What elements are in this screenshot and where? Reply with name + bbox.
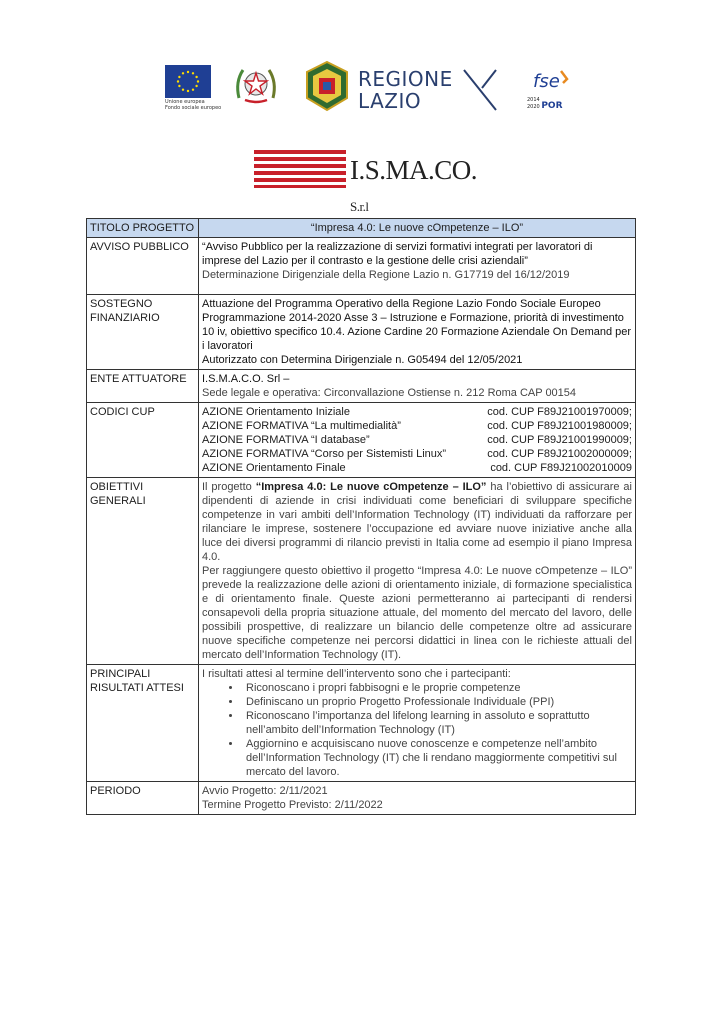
obiettivi-label: OBIETTIVI GENERALI — [87, 478, 199, 665]
cup-azione: AZIONE Orientamento Finale — [202, 462, 346, 474]
eu-flag-logo — [165, 65, 211, 98]
list-item: • Definiscano un proprio Progetto Professionale Individuale (PPI) — [242, 695, 632, 709]
obiettivi-paragraph-1 — [202, 480, 632, 564]
avviso-cell — [199, 238, 636, 295]
cup-row — [202, 419, 632, 433]
cup-row — [202, 461, 632, 475]
list-item: • Aggiornino e acquisiscano nuove conoscenze e competenze nell’ambito dell’Information Technology (IT) che li rendano maggiormente competitivi sul mercato del lavoro. — [242, 737, 632, 779]
obiettivi-p1-end: ha l’obiettivo di assicurare ai dipendenti di aziende in crisi individuati come beneficiari di sviluppare specifiche competenze in vari ambiti dell’Information Technology (IT) individuati da rafforzare per rilanciare le imprese, sostenere l’occupazione ed avviare nuove iniziative anche alla luce dei diversi programmi di rilancio previsti in Italia come ad esempio il piano Impresa 4.0. — [202, 481, 632, 563]
avviso-label: AVVISO PUBBLICO — [87, 238, 199, 295]
row-titolo — [87, 219, 636, 238]
obiettivi-paragraph-2: Per raggiungere questo obiettivo il progetto “Impresa 4.0: Le nuove cOmpetenze – ILO” prevede la realizzazione delle azioni di orientamento iniziale, di formazione specialistica e di orientamento finale. Queste azioni permetteranno ai partecipanti di rendersi consapevoli della propria situazione attuale, del momento del mercato del lavoro, delle possibili prospettive, di realizzare un bilancio delle competenze oltre ad assicurare nuove specifiche competenze nei percorsi didattici in linea con le richieste attuali del mercato dell’Information Technology (IT). — [202, 565, 632, 661]
obiettivi-cell — [199, 478, 636, 665]
cup-code: cod. CUP F89J21002000009; — [487, 448, 632, 460]
sostegno-label: SOSTEGNO FINANZIARIO — [87, 295, 199, 370]
risultati-intro: I risultati attesi al termine dell’intervento sono che i partecipanti: — [202, 668, 511, 680]
cup-code: cod. CUP F89J21002010009 — [490, 462, 632, 474]
titolo-value: “Impresa 4.0: Le nuove cOmpetenze – ILO” — [199, 219, 636, 238]
row-cup — [87, 403, 636, 478]
cup-label: CODICI CUP — [87, 403, 199, 478]
cup-azione: AZIONE Orientamento Iniziale — [202, 406, 350, 418]
cup-cell — [199, 403, 636, 478]
avviso-determinazione: Determinazione Dirigenziale della Regione Lazio n. G17719 del 16/12/2019 — [202, 269, 570, 281]
ismaco-logo — [254, 150, 484, 214]
por-label — [527, 97, 563, 110]
list-item: • Riconoscano l’importanza del lifelong learning in assoluto e soprattutto nell’ambito dell’Information Technology (IT) — [242, 709, 632, 737]
project-info-table — [86, 218, 636, 815]
lazio-label: LAZIO — [358, 89, 422, 113]
obiettivi-p1-start: Il progetto — [202, 481, 256, 493]
avviso-value: “Avviso Pubblico per la realizzazione di servizi formativi integrati per lavoratori di imprese del Lazio per il contrasto e la gestione delle crisi aziendali” — [202, 241, 593, 267]
sostegno-autorizzato: Autorizzato con Determina Dirigenziale n. G05494 del 12/05/2021 — [202, 354, 523, 366]
ismaco-name: I.S.MA.CO. — [350, 155, 478, 185]
ente-label: ENTE ATTUATORE — [87, 370, 199, 403]
titolo-label: TITOLO PROGETTO — [87, 219, 199, 238]
regione-lazio-x-icon — [462, 68, 498, 112]
row-sostegno — [87, 295, 636, 370]
por-year-start: 2014 — [527, 97, 540, 103]
row-risultati — [87, 665, 636, 782]
ente-sede: Sede legale e operativa: Circonvallazione Ostiense n. 212 Roma CAP 00154 — [202, 387, 577, 399]
cup-code: cod. CUP F89J21001990009; — [487, 434, 632, 446]
periodo-cell — [199, 782, 636, 815]
ismaco-suffix: S.r.l — [350, 199, 369, 214]
fse-logo-icon — [527, 67, 575, 97]
eu-caption-line1: Unione europea — [165, 99, 205, 105]
eu-caption — [165, 99, 225, 111]
ismaco-wordmark — [350, 154, 484, 223]
risultati-label: PRINCIPALI RISULTATI ATTESI — [87, 665, 199, 782]
ente-cell — [199, 370, 636, 403]
cup-azione: AZIONE FORMATIVA “La multimedialità” — [202, 420, 401, 432]
risultati-list — [202, 681, 632, 779]
italian-republic-emblem-icon — [233, 60, 279, 106]
logo-strip — [0, 60, 724, 120]
sostegno-cell — [199, 295, 636, 370]
periodo-label: PERIODO — [87, 782, 199, 815]
cup-row — [202, 405, 632, 419]
cup-row — [202, 447, 632, 461]
regione-lazio-logo — [358, 68, 498, 112]
list-item: • Riconoscano i propri fabbisogni e le proprie competenze — [242, 681, 632, 695]
regione-label: REGIONE — [358, 67, 453, 91]
cup-row — [202, 433, 632, 447]
sostegno-value: Attuazione del Programma Operativo della Regione Lazio Fondo Sociale Europeo Programmazione 2014-2020 Asse 3 – Istruzione e Formazione, priorità di investimento 10 iv, obiettivo specifico 10.4. Azione Cardine 20 Formazione Aziendale On Demand per i lavoratori — [202, 298, 632, 352]
row-periodo — [87, 782, 636, 815]
cup-azione: AZIONE FORMATIVA “I database” — [202, 434, 370, 446]
row-avviso — [87, 238, 636, 295]
obiettivi-p1-project: “Impresa 4.0: Le nuove cOmpetenze – ILO” — [255, 481, 487, 493]
row-ente — [87, 370, 636, 403]
ente-name: I.S.M.A.C.O. Srl – — [202, 373, 290, 385]
eu-caption-line2: Fondo sociale europeo — [165, 105, 222, 111]
por-year-end: 2020 — [527, 104, 540, 110]
periodo-avvio: Avvio Progetto: 2/11/2021 — [202, 785, 328, 797]
por-text: POR — [541, 101, 563, 111]
cup-code: cod. CUP F89J21001970009; — [487, 406, 632, 418]
svg-text:fse: fse — [533, 71, 560, 92]
row-obiettivi — [87, 478, 636, 665]
lazio-crest-icon — [303, 60, 351, 112]
ismaco-stripes — [254, 150, 346, 188]
risultati-cell — [199, 665, 636, 782]
cup-azione: AZIONE FORMATIVA “Corso per Sistemisti Linux” — [202, 448, 447, 460]
cup-code: cod. CUP F89J21001980009; — [487, 420, 632, 432]
periodo-termine: Termine Progetto Previsto: 2/11/2022 — [202, 799, 383, 811]
eu-stars-icon — [165, 65, 211, 98]
